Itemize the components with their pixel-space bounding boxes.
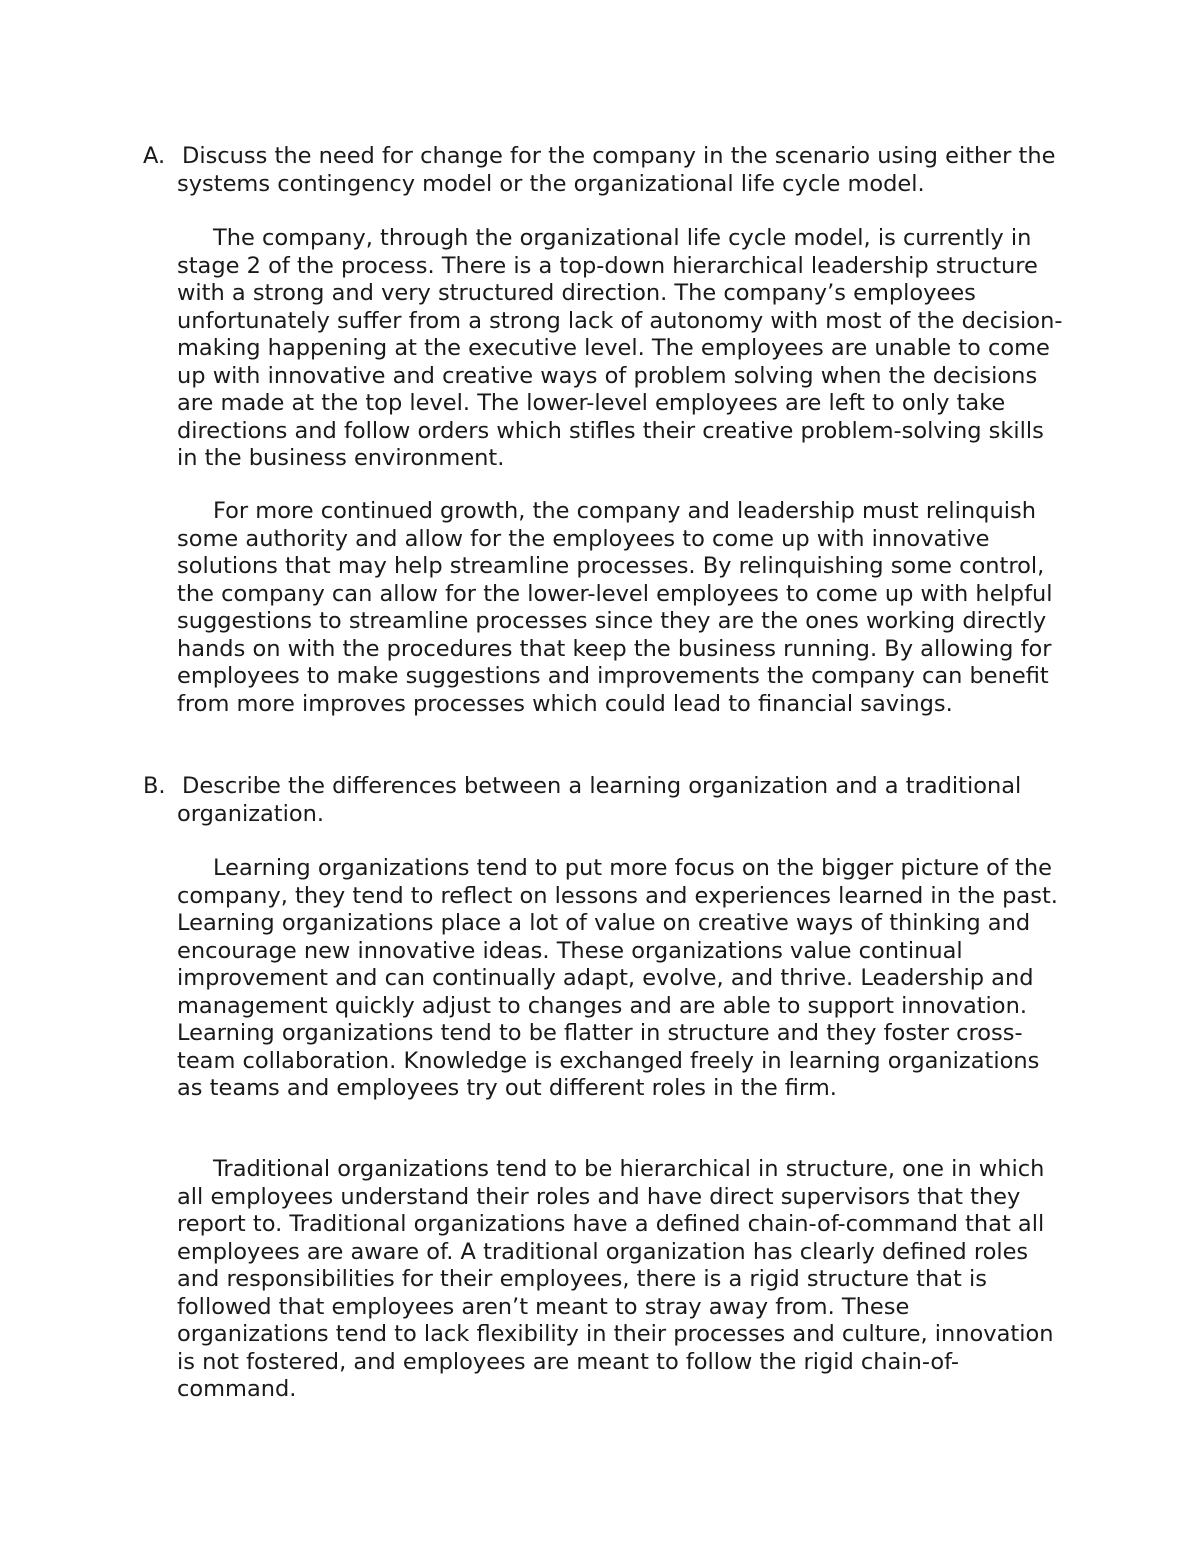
answer-b-paragraph-2: Traditional organizations tend to be hierarchical in structure, one in which all employees understand their roles and have direct supervisors that they report to. Traditional organizations have a defined chain-of-command that all employees are aware of. A traditional organization has clearly defined roles and responsibilities for their employees, there is a rigid structure that is followed that employees aren’t meant to stray away from. These organizations tend to lack flexibility in their processes and culture, innovation is not fostered, and employees are meant to follow the rigid chain-of-command. xyxy=(177,1156,1054,1402)
question-b xyxy=(143,773,1083,828)
answer-a-paragraph-2: For more continued growth, the company and leadership must relinquish some authority and allow for the employees to come up with innovative solutions that may help streamline processes. By relinquishing some control, the company can allow for the lower-level employees to come up with helpful suggestions to streamline processes since they are the ones working directly hands on with the procedures that keep the business running. By allowing for employees to make suggestions and improvements the company can benefit from more improves processes which could lead to financial savings. xyxy=(177,498,1053,717)
question-b-letter: B. xyxy=(143,773,166,799)
answer-a-paragraph-1: The company, through the organizational life cycle model, is currently in stage 2 of the process. There is a top-down hierarchical leadership structure with a strong and very structured direction. The company’s employees unfortunately suffer from a strong lack of autonomy with most of the decision-making happening at the executive level. The employees are unable to come up with innovative and creative ways of problem solving when the decisions are made at the top level. The lower-level employees are left to only take directions and follow orders which stifles their creative problem-solving skills in the business environment. xyxy=(177,225,1063,471)
question-a-text: Discuss the need for change for the company in the scenario using either the systems contingency model or the organizational life cycle model. xyxy=(177,143,1056,197)
question-a-letter: A. xyxy=(143,143,166,169)
question-b-text: Describe the differences between a learning organization and a traditional organization. xyxy=(177,773,1022,827)
answer-b-paragraph-1: Learning organizations tend to put more focus on the bigger picture of the company, they tend to reflect on lessons and experiences learned in the past. Learning organizations place a lot of value on creative ways of thinking and encourage new innovative ideas. These organizations value continual improvement and can continually adapt, evolve, and thrive. Leadership and management quickly adjust to changes and are able to support innovation. Learning organizations tend to be flatter in structure and they foster cross-team collaboration. Knowledge is exchanged freely in learning organizations as teams and employees try out different roles in the firm. xyxy=(177,855,1058,1101)
question-a xyxy=(143,143,1083,198)
